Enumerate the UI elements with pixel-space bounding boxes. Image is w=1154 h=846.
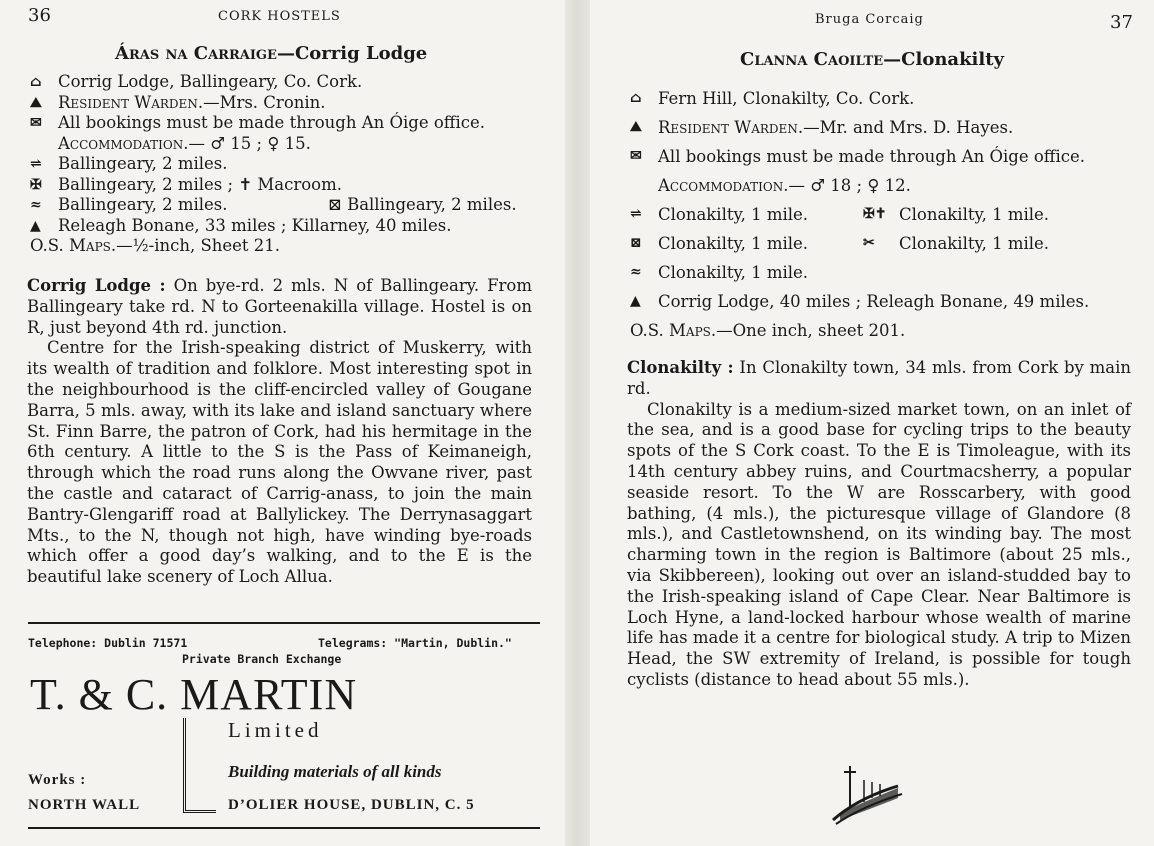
hostel-title-english: —Clonakilty	[883, 49, 1004, 70]
left-page	[0, 0, 565, 846]
info-accommodation: Accommodation. — ♂ 15 ; ♀ 15.	[58, 133, 311, 153]
hostel-title-english: —Corrig Lodge	[276, 43, 428, 64]
bookings-icon: ✉	[30, 115, 42, 131]
info-bookings: ✉ All bookings must be made through An Óige office.	[630, 142, 1140, 171]
info-bookings: ✉ All bookings must be made through An Óige office.	[30, 113, 486, 132]
info-os-maps: O.S. Maps. —½-inch, Sheet 21.	[30, 236, 281, 255]
ad-top-rule	[28, 622, 540, 624]
description-left	[27, 276, 532, 588]
house-icon: ⌂	[630, 90, 642, 106]
ad-bottom-rule	[28, 827, 540, 829]
house-icon: ⌂	[30, 74, 42, 90]
info-list-right	[630, 84, 1140, 345]
info-post: ⊠ Clonakilty, 1 mile. ✂ Clonakilty, 1 mile.	[630, 229, 1140, 258]
ad-bracket	[183, 718, 216, 813]
description-right	[627, 358, 1131, 691]
info-shop: ✠ Ballingeary, 2 miles ; ✝ Macroom.	[30, 174, 343, 194]
info-nearest-hostels: ▲ Corrig Lodge, 40 miles ; Releagh Bonane, 49 miles.	[630, 287, 1140, 316]
shop-icon: ✠	[30, 176, 42, 193]
info-bus: ≈ Ballingeary, 2 miles. ⊠ Ballingeary, 2 miles.	[30, 195, 517, 214]
railway-icon: ⇌	[30, 156, 42, 172]
info-warden: ⛰ Resident Warden. —Mrs. Cronin.	[30, 92, 326, 112]
ad-works-value: NORTH WALL	[28, 797, 141, 813]
hostel-icon: ▲	[30, 217, 41, 234]
bus-icon: ≈	[30, 197, 42, 213]
body-right: Clonakilty is a medium-sized market town, on an inlet of the sea, and is a good base for cycling trips to the beauty spots of the S Cork coast. To the E is Timoleague, with its 14th century abbey ruins, and Courtmacsherry, a popular seaside resort. To the W are Rosscarbery, with good bathing, (4 mls.), the picturesque village of Glandore (8 mls.), and Castletownshend, on its winding bay. The most charming town in the region is Baltimore (about 25 mls., via Skibbereen), looking out over an island-studded bay to the Irish-speaking island of Cape Clear. Near Baltimore is Loch Hyne, a land-locked harbour whose wealth of marine life has made it a centre for biological study. A trip to Mizen Head, the SW extremity of Ireland, is possible for tough cyclists (distance to head about 55 mls.).	[627, 399, 1131, 689]
railway-icon: ⇌	[630, 206, 642, 222]
page-number-left: 36	[28, 5, 51, 26]
hostel-title-right	[740, 49, 1004, 70]
ad-telephone: Telephone: Dublin 71571	[28, 636, 188, 650]
info-address: ⌂ Corrig Lodge, Ballingeary, Co. Cork.	[30, 72, 363, 91]
info-os-maps: O.S. Maps. —One inch, sheet 201.	[630, 321, 906, 340]
church-icon: ✠✝	[863, 206, 887, 222]
running-head-left: CORK HOSTELS	[218, 9, 341, 24]
ad-exchange: Private Branch Exchange	[182, 652, 342, 666]
ad-company-name: T. & C. MARTIN	[30, 670, 358, 719]
ad-tagline: Building materials of all kinds	[228, 762, 442, 781]
hostel-title-irish: Áras na Carraige	[115, 43, 277, 64]
bookings-icon: ✉	[630, 148, 642, 164]
para-heading-left: Corrig Lodge :	[27, 276, 166, 295]
ad-limited: Limited	[228, 718, 323, 742]
bus-icon: ≈	[630, 264, 642, 280]
post-icon: ⊠	[630, 235, 642, 251]
info-nearest-hostels: ▲ Releagh Bonane, 33 miles ; Killarney, 40 miles.	[30, 215, 452, 235]
ad-telegrams: Telegrams: "Martin, Dublin."	[318, 636, 512, 650]
running-head-right: Bruga Corcaig	[815, 12, 924, 27]
info-address: ⌂ Fern Hill, Clonakilty, Co. Cork.	[630, 84, 1140, 113]
info-warden: ⛰ Resident Warden. —Mr. and Mrs. D. Hayes.	[630, 113, 1140, 142]
hostel-title-irish: Clanna Caoilte	[740, 49, 884, 70]
info-accommodation: Accommodation. — ♂ 18 ; ♀ 12.	[658, 176, 911, 195]
hostel-title-left	[115, 43, 427, 64]
book-gutter	[565, 0, 590, 846]
ad-works-label: Works :	[28, 772, 87, 788]
body-left: Centre for the Irish-speaking district of Muskerry, with its wealth of tradition and folklore. Most interesting spot in the neighbourhood is the cliff-encircled valley of Gougane Barra, 5 mls. away, with its lake and island sanctuary where St. Finn Barre, the patron of Cork, had his hermitage in the 6th century. A little to the S is the Pass of Keimaneigh, through which the road runs along the Owvane river, past the castle and cataract of Carrig-anass, to join the main Bantry-Glengariff road at Ballylickey. The Derrynasaggart Mts., to the N, though not high, have winding bye-roads which offer a good day’s walking, and to the E is the beautiful lake scenery of Loch Allua.	[27, 338, 532, 587]
ad-address: D’OLIER HOUSE, DUBLIN, C. 5	[228, 797, 475, 813]
post-office-info: ⊠ Ballingeary, 2 miles.	[328, 195, 517, 214]
directions-left: On bye-rd. 2 mls. N of Ballingeary. From Ballingeary take rd. N to Gorteenakilla village. Hostel is on R, just beyond 4th rd. junction.	[27, 276, 532, 337]
right-page	[590, 0, 1154, 846]
info-bus: ≈ Clonakilty, 1 mile.	[630, 258, 1140, 287]
page-number-right: 37	[1110, 12, 1133, 33]
warden-icon: ⛰	[630, 119, 642, 135]
info-list-left	[30, 72, 550, 257]
telegraph-icon: ✂	[863, 235, 875, 251]
cyclist-vignette-illustration	[828, 758, 908, 828]
warden-icon: ⛰	[30, 94, 42, 111]
info-railway: ⇌ Clonakilty, 1 mile. ✠✝ Clonakilty, 1 mile.	[630, 200, 1140, 229]
hostel-icon: ▲	[630, 293, 641, 309]
directions-right: In Clonakilty town, 34 mls. from Cork by main rd.	[627, 358, 1132, 398]
para-heading-right: Clonakilty :	[627, 358, 734, 377]
info-railway: ⇌ Ballingeary, 2 miles.	[30, 154, 228, 173]
